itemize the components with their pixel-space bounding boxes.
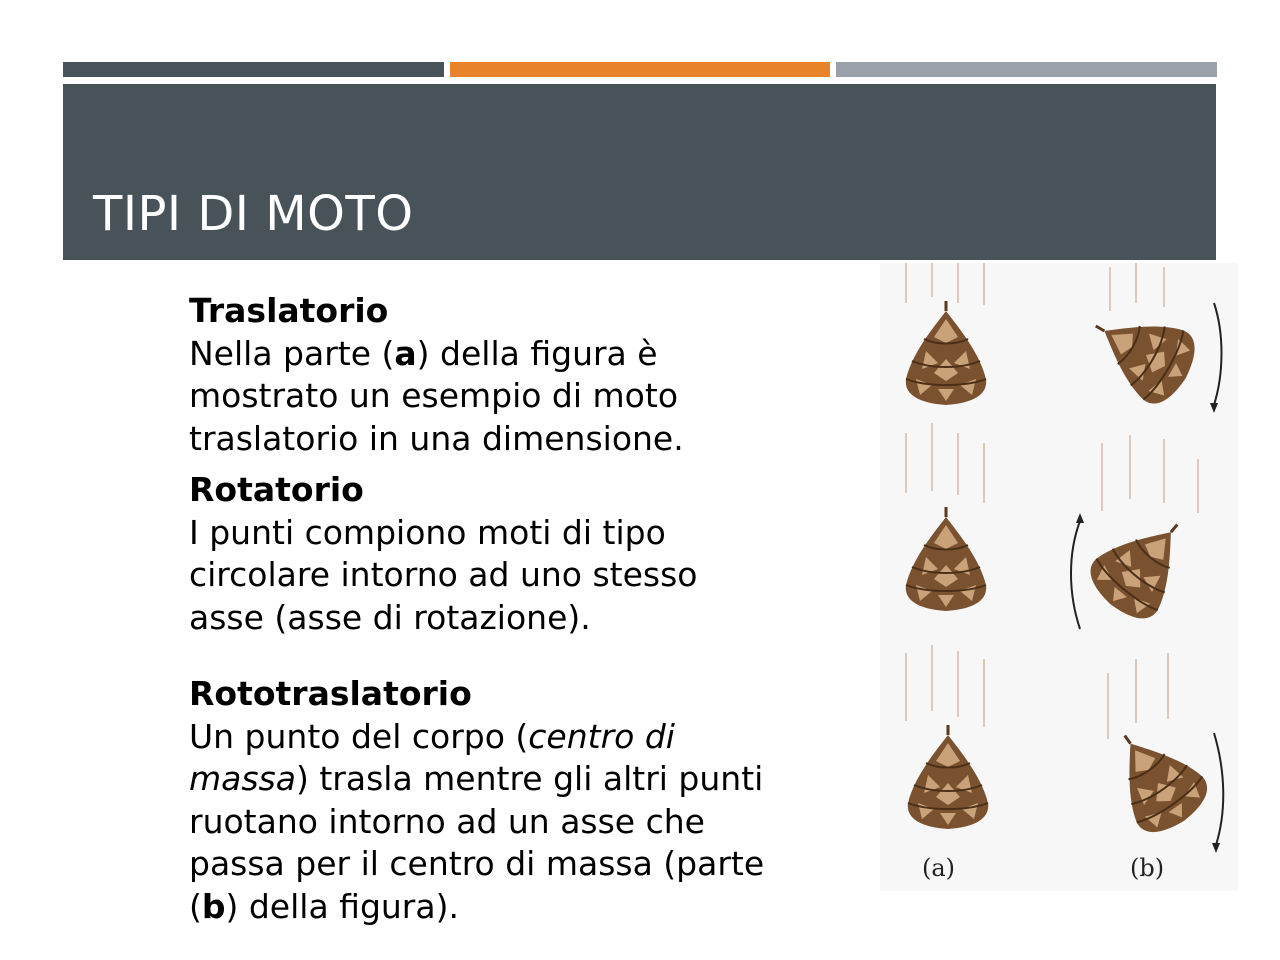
header-bar-gray (836, 62, 1217, 77)
figure-caption-b: (b) (1130, 854, 1165, 882)
section-body-line: asse (asse di rotazione). (189, 597, 591, 637)
section-body-line: Un punto del corpo (centro di (189, 716, 675, 756)
section-body-line: circolare intorno ad uno stesso (189, 555, 698, 594)
section-body-line: Nella parte (a) della figura è (189, 333, 658, 373)
title-band (63, 84, 1216, 260)
section-heading-rototraslatorio: Rototraslatorio (189, 674, 472, 713)
section-heading-traslatorio: Traslatorio (189, 291, 389, 330)
slide-title: TIPI DI MOTO (93, 186, 414, 242)
pinecone-figure (880, 263, 1238, 891)
section-body-line: traslatorio in una dimensione. (189, 418, 684, 458)
section-body-line: (b) della figura). (189, 886, 459, 926)
header-bar-dark (63, 62, 444, 77)
section-body-line: I punti compiono moti di tipo (189, 512, 666, 552)
section-body-line: massa) trasla mentre gli altri punti (189, 759, 764, 798)
section-body-line: passa per il centro di massa (parte (189, 844, 765, 883)
slide-content (189, 290, 839, 928)
section-heading-rotatorio: Rotatorio (189, 470, 364, 509)
pinecone-illustration (880, 263, 1238, 891)
figure-caption-a: (a) (922, 854, 956, 882)
section-body-line: mostrato un esempio di moto (189, 376, 679, 415)
header-bar-orange (450, 62, 830, 77)
section-body-line: ruotano intorno ad un asse che (189, 801, 705, 841)
